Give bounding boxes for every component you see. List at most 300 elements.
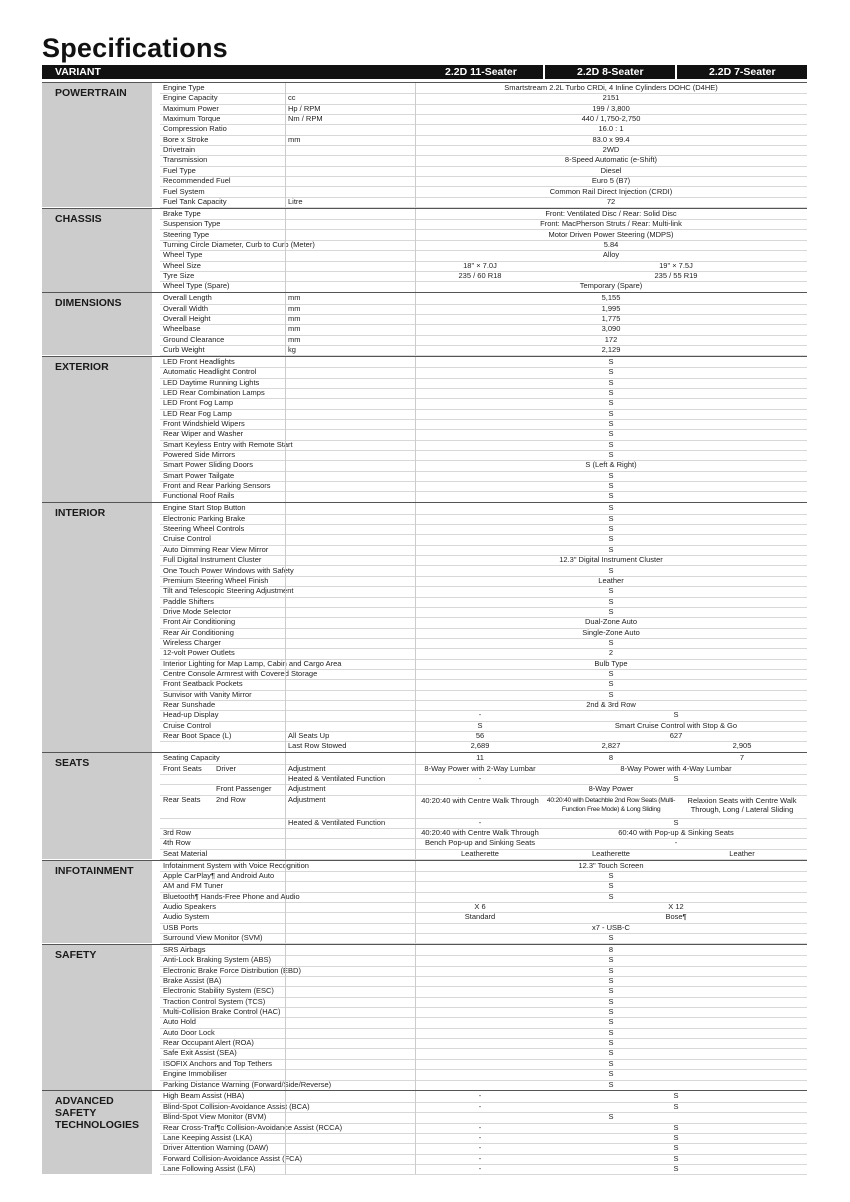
column-divider: [415, 357, 416, 502]
cell: 3rd Row: [163, 827, 191, 837]
cell: Maximum Torque: [163, 114, 221, 124]
spec-row: [160, 933, 807, 944]
cell: Forward Collision-Avoidance Assist (FCA): [163, 1153, 303, 1163]
cell: Fuel Tank Capacity: [163, 196, 227, 206]
section-label: [42, 945, 152, 1090]
cell: S: [608, 689, 614, 699]
cell: LED Front Headlights: [163, 356, 235, 366]
cell: S: [608, 679, 614, 689]
cell: ISOFIX Anchors and Top Tethers: [163, 1058, 272, 1068]
page-title: Specifications: [42, 33, 228, 63]
cell: Adjustment: [288, 784, 326, 794]
cell: Blind-Spot Collision-Avoidance Assist (BCA): [163, 1101, 310, 1111]
cell: S: [608, 1048, 614, 1058]
cell: 172: [604, 334, 618, 344]
cell: Diesel: [600, 165, 622, 175]
cell: S: [608, 367, 614, 377]
cell: AM and FM Tuner: [163, 881, 224, 891]
variant-header: VARIANT: [55, 66, 101, 78]
cell: 40:20:40 with Centre Walk Through: [421, 827, 539, 837]
cell: Nm / RPM: [288, 114, 323, 124]
cell: Common Rail Direct Injection (CRDI): [549, 186, 673, 196]
cell: Audio System: [163, 912, 210, 922]
cell: S: [608, 491, 614, 501]
cell: 8-Way Power with 4-Way Lumbar: [620, 763, 732, 773]
cell: Overall Length: [163, 293, 212, 303]
cell: S: [608, 1079, 614, 1089]
cell: Audio Speakers: [163, 901, 216, 911]
cell: S: [608, 513, 614, 523]
cell: Paddle Shifters: [163, 596, 214, 606]
cell: S: [673, 1143, 679, 1153]
cell: Rear Cross-Traf¶c Collision-Avoidance Assist (RCCA): [163, 1122, 343, 1132]
cell: Auto Door Lock: [163, 1027, 215, 1037]
cell: Temporary (Spare): [579, 281, 643, 291]
cell: -: [478, 710, 482, 720]
cell: Standard: [464, 912, 496, 922]
cell: -: [478, 1163, 482, 1173]
cell: S: [608, 544, 614, 554]
cell: S: [608, 1017, 614, 1027]
cell: S: [673, 710, 679, 720]
cell: Adjustment: [288, 794, 326, 804]
spec-row: [160, 1080, 807, 1091]
cell: Interior Lighting for Map Lamp, Cabin and Cargo Area: [163, 658, 342, 668]
cell: S: [608, 1027, 614, 1037]
cell: Overall Width: [163, 303, 209, 313]
cell: 235 / 55 R19: [654, 270, 698, 280]
cell: 60:40 with Pop-up & Sinking Seats: [618, 827, 734, 837]
cell: Smart Power Tailgate: [163, 470, 235, 480]
cell: Drivetrain: [163, 145, 196, 155]
cell: LED Front Fog Lamp: [163, 398, 234, 408]
section-label: [42, 209, 152, 292]
cell: mm: [288, 303, 301, 313]
cell: Smartstream 2.2L Turbo CRDi, 4 Inline Cylinders DOHC (D4HE): [504, 83, 718, 92]
section-title: CHASSIS: [55, 212, 102, 225]
cell: Smart Keyless Entry with Remote Start: [163, 439, 293, 449]
cell: 83.0 x 99.4: [592, 134, 630, 144]
cell: Bulb Type: [594, 658, 628, 668]
cell: Bore x Stroke: [163, 134, 209, 144]
cell: Front: MacPherson Struts / Rear: Multi-link: [540, 219, 682, 229]
cell: Electronic Parking Brake: [163, 513, 246, 523]
cell: All Seats Up: [288, 731, 330, 741]
cell: 8: [608, 944, 614, 954]
cell: S: [608, 1058, 614, 1068]
section-title: DIMENSIONS: [55, 297, 122, 310]
cell: S: [608, 891, 614, 901]
column-divider: [285, 357, 286, 502]
cell: 12.3" Touch Screen: [578, 860, 644, 870]
spec-row: [160, 1164, 807, 1175]
cell: S: [608, 1069, 614, 1079]
cell: Wheel Type (Spare): [163, 281, 230, 291]
column-divider: [415, 753, 416, 859]
cell: mm: [288, 134, 301, 144]
cell: S: [608, 596, 614, 606]
cell: Turning Circle Diameter, Curb to Curb (Meter): [163, 239, 315, 249]
cell: Functional Roof Rails: [163, 491, 235, 501]
cell: mm: [288, 324, 301, 334]
cell: Alloy: [602, 250, 620, 260]
cell: S: [608, 356, 614, 366]
cell: S: [673, 1163, 679, 1173]
cell: Dual-Zone Auto: [584, 617, 638, 627]
section-title: INTERIOR: [55, 507, 106, 520]
column-divider: [285, 503, 286, 751]
cell: S: [673, 1132, 679, 1142]
cell: Rear Sunshade: [163, 700, 216, 710]
cell: S: [608, 870, 614, 880]
cell: S: [477, 720, 483, 730]
cell: 8-Way Power with 2-Way Lumbar: [424, 763, 536, 773]
cell: 2nd Row: [216, 794, 246, 804]
spec-row: [160, 849, 807, 860]
cell: 19" × 7.5J: [659, 260, 693, 270]
cell: S: [608, 377, 614, 387]
cell: Wireless Charger: [163, 637, 221, 647]
cell: Wheel Type: [163, 250, 203, 260]
cell: Leatherette: [592, 848, 630, 858]
cell: Parking Distance Warning (Forward/Side/Reverse): [163, 1079, 332, 1089]
column-divider: [285, 753, 286, 859]
section-label: [42, 1091, 152, 1174]
column-divider: [415, 945, 416, 1090]
cell: Ground Clearance: [163, 334, 225, 344]
cell: S: [608, 996, 614, 1006]
cell: S: [608, 429, 614, 439]
cell: S: [673, 1091, 679, 1101]
cell: -: [674, 838, 678, 848]
cell: S: [673, 1153, 679, 1163]
cell: 18" × 7.0J: [463, 260, 497, 270]
cell: S: [608, 1038, 614, 1048]
cell: Lane Following Assist (LFA): [163, 1163, 256, 1173]
cell: Hp / RPM: [288, 103, 321, 113]
cell: S: [608, 387, 614, 397]
cell: Electronic Stability System (ESC): [163, 986, 274, 996]
cell: -: [478, 817, 482, 827]
cell: 2,905: [732, 741, 752, 751]
cell: Full Digital Instrument Cluster: [163, 555, 262, 565]
cell: Sunvisor with Vanity Mirror: [163, 689, 252, 699]
cell: -: [478, 1153, 482, 1163]
cell: Auto Dimming Rear View Mirror: [163, 544, 269, 554]
section-label: [42, 753, 152, 859]
cell: Automatic Headlight Control: [163, 367, 257, 377]
cell: mm: [288, 334, 301, 344]
spec-row: [160, 491, 807, 502]
section-title: EXTERIOR: [55, 360, 109, 373]
cell: Apple CarPlay¶ and Android Auto: [163, 870, 275, 880]
column-divider: [415, 209, 416, 292]
cell: Fuel Type: [163, 165, 196, 175]
cell: USB Ports: [163, 922, 199, 932]
cell: S: [608, 881, 614, 891]
cell: Rear Boot Space (L): [163, 731, 232, 741]
cell: 7: [739, 753, 745, 763]
section-title: SEATS: [55, 757, 90, 770]
cell: Infotainment System with Voice Recognition: [163, 860, 309, 870]
cell: Maximum Power: [163, 103, 219, 113]
cell: -: [478, 774, 482, 784]
cell: LED Daytime Running Lights: [163, 377, 260, 387]
cell: Cruise Control: [163, 534, 211, 544]
cell: X 12: [668, 901, 684, 911]
section-label: [42, 83, 152, 207]
cell: S (Left & Right): [585, 460, 637, 470]
cell: 1,995: [601, 303, 621, 313]
cell: Suspension Type: [163, 219, 221, 229]
cell: 11: [476, 753, 484, 763]
cell: S: [608, 586, 614, 596]
spec-row: [160, 741, 807, 752]
cell: S: [608, 1007, 614, 1017]
cell: Steering Type: [163, 229, 210, 239]
variant-8-seater-header: 2.2D 8-Seater: [577, 66, 644, 78]
cell: S: [608, 965, 614, 975]
section-label: [42, 293, 152, 355]
variant-11-seater-header: 2.2D 11-Seater: [445, 66, 517, 78]
cell: Front Seats: [163, 763, 202, 773]
column-divider: [415, 83, 416, 207]
cell: -: [478, 1132, 482, 1142]
cell: 40:20:40 with Detachble 2nd Row Seats (Multi-Function Free Mode) & Long Sliding: [546, 796, 676, 813]
cell: Centre Console Armrest with Covered Storage: [163, 669, 318, 678]
cell: Wheel Size: [163, 260, 201, 270]
cell: Engine Capacity: [163, 93, 218, 103]
cell: S: [608, 503, 614, 513]
cell: Curb Weight: [163, 344, 205, 354]
cell: 235 / 60 R18: [458, 270, 502, 280]
cell: Bose¶: [665, 912, 687, 922]
cell: Leather: [729, 848, 755, 858]
cell: S: [608, 481, 614, 491]
cell: 12.3" Digital Instrument Cluster: [559, 555, 663, 565]
section-label: [42, 357, 152, 502]
cell: Premium Steering Wheel Finish: [163, 575, 269, 585]
cell: Tilt and Telescopic Steering Adjustment: [163, 586, 294, 596]
cell: mm: [288, 313, 301, 323]
cell: 2,129: [601, 344, 621, 354]
cell: 5.84: [603, 239, 619, 249]
cell: Anti-Lock Braking System (ABS): [163, 955, 271, 965]
column-divider: [285, 209, 286, 292]
cell: Blind-Spot View Monitor (BVM): [163, 1112, 267, 1122]
cell: 8: [608, 753, 614, 763]
column-divider: [285, 83, 286, 207]
cell: Smart Cruise Control with Stop & Go: [614, 720, 738, 730]
cell: Driver: [216, 763, 236, 773]
cell: cc: [288, 93, 296, 103]
cell: 40:20:40 with Centre Walk Through: [421, 795, 539, 805]
cell: 440 / 1,750-2,750: [581, 114, 641, 124]
cell: Cruise Control: [163, 720, 211, 730]
cell: 199 / 3,800: [592, 103, 630, 113]
cell: S: [608, 565, 614, 575]
cell: Engine Start Stop Button: [163, 503, 246, 513]
cell: Auto Hold: [163, 1017, 196, 1027]
cell: 3,090: [601, 324, 621, 334]
cell: Seat Material: [163, 848, 208, 858]
spec-row: [160, 197, 807, 208]
cell: Drive Mode Selector: [163, 606, 231, 616]
cell: Rear Seats: [163, 794, 201, 804]
cell: S: [608, 534, 614, 544]
section-title: ADVANCED SAFETY TECHNOLOGIES: [55, 1095, 140, 1132]
column-divider: [415, 503, 416, 751]
cell: Leatherette: [461, 848, 499, 858]
cell: High Beam Assist (HBA): [163, 1091, 245, 1101]
cell: Rear Air Conditioning: [163, 627, 234, 637]
cell: Last Row Stowed: [288, 741, 347, 751]
cell: -: [478, 1122, 482, 1132]
cell: S: [608, 408, 614, 418]
column-divider: [415, 1091, 416, 1174]
cell: 8-Speed Automatic (e-Shift): [564, 155, 658, 165]
cell: -: [478, 1091, 482, 1101]
cell: Surround View Monitor (SVM): [163, 933, 263, 943]
column-divider: [285, 861, 286, 944]
cell: Front and Rear Parking Sensors: [163, 481, 271, 491]
cell: S: [608, 606, 614, 616]
cell: Fuel System: [163, 186, 205, 196]
cell: Rear Occupant Alert (ROA): [163, 1038, 254, 1048]
column-divider: [285, 293, 286, 355]
cell: 1,775: [601, 313, 621, 323]
cell: S: [608, 933, 614, 943]
cell: 12-volt Power Outlets: [163, 648, 235, 658]
cell: S: [673, 817, 679, 827]
cell: S: [608, 669, 614, 678]
section-title: INFOTAINMENT: [55, 864, 134, 877]
cell: 2: [608, 648, 614, 658]
section-title: SAFETY: [55, 948, 97, 961]
cell: X 6: [474, 901, 486, 911]
cell: Bluetooth¶ Hands-Free Phone and Audio: [163, 891, 300, 901]
cell: 2,689: [470, 741, 490, 751]
cell: LED Rear Combination Lamps: [163, 387, 265, 397]
cell: Motor Driven Power Steering (MDPS): [548, 229, 674, 239]
cell: Heated & Ventilated Function: [288, 817, 386, 827]
cell: S: [608, 419, 614, 428]
cell: Overall Height: [163, 313, 211, 323]
cell: -: [478, 1101, 482, 1111]
cell: 8-Way Power: [588, 784, 634, 794]
cell: 72: [606, 196, 616, 206]
cell: 2,827: [601, 741, 621, 751]
cell: Traction Control System (TCS): [163, 996, 266, 1006]
cell: Brake Assist (BA): [163, 976, 222, 986]
cell: kg: [288, 344, 296, 354]
cell: Driver Attention Warning (DAW): [163, 1143, 269, 1153]
cell: -: [478, 1143, 482, 1153]
spec-row: [160, 281, 807, 292]
cell: S: [608, 637, 614, 647]
cell: Front: Ventilated Disc / Rear: Solid Disc: [545, 208, 677, 218]
cell: Relaxion Seats with Centre Walk Through, Long / Lateral Sliding: [687, 795, 797, 814]
cell: 4th Row: [163, 838, 191, 848]
cell: mm: [288, 293, 301, 303]
cell: Litre: [288, 196, 303, 206]
cell: Single-Zone Auto: [582, 627, 640, 637]
cell: S: [673, 1101, 679, 1111]
cell: Heated & Ventilated Function: [288, 774, 386, 784]
cell: S: [608, 1112, 614, 1122]
cell: Euro 5 (B7): [591, 176, 631, 186]
cell: Front Seatback Pockets: [163, 679, 243, 689]
column-divider: [285, 1091, 286, 1174]
cell: Front Air Conditioning: [163, 617, 236, 627]
cell: S: [608, 398, 614, 408]
column-divider: [415, 293, 416, 355]
section-label: [42, 861, 152, 944]
cell: Front Passenger: [216, 784, 272, 794]
cell: One Touch Power Windows with Safety: [163, 565, 294, 575]
cell: 16.0 : 1: [598, 124, 624, 134]
cell: Smart Power Sliding Doors: [163, 460, 254, 470]
cell: Steering Wheel Controls: [163, 524, 245, 534]
cell: S: [673, 1122, 679, 1132]
cell: Engine Type: [163, 83, 205, 92]
cell: S: [608, 470, 614, 480]
cell: 2WD: [602, 145, 620, 155]
cell: 5,155: [601, 293, 621, 303]
column-divider: [285, 945, 286, 1090]
cell: Recommended Fuel: [163, 176, 231, 186]
cell: 2151: [602, 93, 620, 103]
cell: Safe Exit Assist (SEA): [163, 1048, 237, 1058]
cell: Rear Wiper and Washer: [163, 429, 244, 439]
cell: Leather: [598, 575, 624, 585]
cell: LED Rear Fog Lamp: [163, 408, 232, 418]
cell: Engine Immobiliser: [163, 1069, 227, 1079]
cell: Powered Side Mirrors: [163, 450, 236, 460]
cell: SRS Airbags: [163, 944, 206, 954]
cell: S: [673, 774, 679, 784]
cell: Tyre Size: [163, 270, 195, 280]
cell: Brake Type: [163, 208, 201, 218]
column-divider: [415, 861, 416, 944]
cell: S: [608, 986, 614, 996]
section-title: POWERTRAIN: [55, 87, 127, 99]
spec-row: [160, 345, 807, 356]
cell: Transmission: [163, 155, 208, 165]
cell: S: [608, 976, 614, 986]
cell: Electronic Brake Force Distribution (EBD): [163, 965, 301, 975]
table-header: [42, 65, 807, 79]
cell: 56: [475, 731, 485, 741]
cell: S: [608, 955, 614, 965]
cell: Adjustment: [288, 763, 326, 773]
cell: x7 - USB-C: [592, 922, 630, 932]
cell: S: [608, 439, 614, 449]
cell: S: [608, 524, 614, 534]
cell: S: [608, 450, 614, 460]
cell: Front Windshield Wipers: [163, 419, 245, 428]
cell: 2nd & 3rd Row: [586, 700, 636, 710]
spec-row: [160, 795, 807, 819]
cell: Head-up Display: [163, 710, 219, 720]
cell: 627: [669, 731, 683, 741]
cell: Lane Keeping Assist (LKA): [163, 1132, 253, 1142]
variant-7-seater-header: 2.2D 7-Seater: [709, 66, 776, 78]
cell: Seating Capacity: [163, 753, 220, 763]
cell: Multi-Collision Brake Control (HAC): [163, 1007, 281, 1017]
section-label: [42, 503, 152, 751]
cell: Bench Pop-up and Sinking Seats: [424, 838, 536, 848]
